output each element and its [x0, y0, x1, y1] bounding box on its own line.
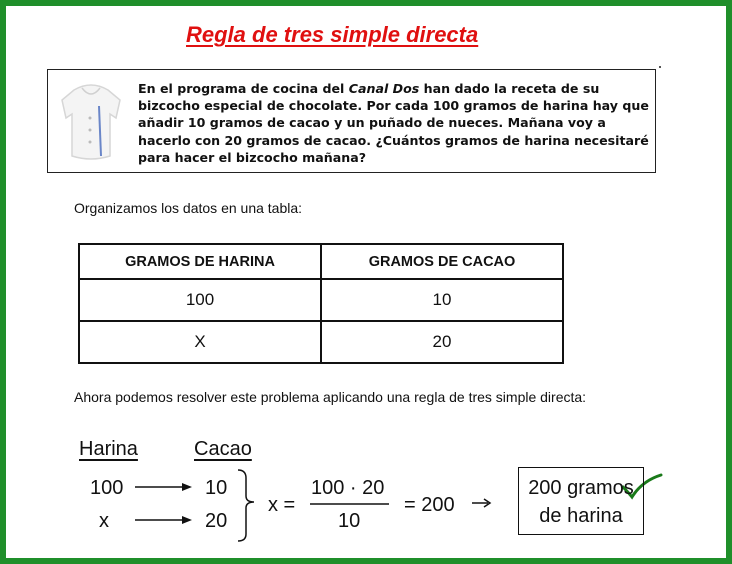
rule-intro-text: Ahora podemos resolver este problema aplicando una regla de tres simple directa:: [74, 389, 587, 405]
table-cell: 100: [79, 279, 321, 321]
harina-header: Harina: [79, 438, 138, 460]
right-brace-icon: [238, 470, 254, 541]
result-line1: 200 gramos: [528, 477, 634, 499]
table-cell: 10: [321, 279, 563, 321]
problem-text-mid: han dado la receta de su bizcocho: [138, 81, 600, 114]
fraction-numerator: 100 · 20: [311, 477, 385, 499]
result-box: [518, 467, 644, 535]
header-cacao: GRAMOS DE CACAO: [321, 244, 563, 279]
table-intro-text: Organizamos los datos en una tabla:: [74, 200, 303, 216]
row2-left-value: x: [99, 510, 109, 532]
table-cell: X: [79, 321, 321, 363]
problem-text-rest: especial de chocolate. Por cada 100 gramos de harina hay que añadir 10 gramos de cacao y un puñado de nueces. Mañana voy a hacerlo con 20 gramos de cacao. ¿Cuántos gramos de harina necesitaré para hacer el bizcocho mañana?: [138, 98, 649, 165]
result-arrow-icon: [472, 499, 490, 507]
result-line2: de harina: [539, 505, 623, 527]
row1-left-value: 100: [90, 477, 124, 499]
x-equals: x =: [268, 494, 296, 516]
cacao-header: Cacao: [194, 438, 252, 460]
row1-right-value: 10: [205, 477, 228, 499]
equals-result: = 200: [404, 494, 455, 516]
header-harina: GRAMOS DE HARINA: [79, 244, 321, 279]
arrow-icon: [135, 483, 192, 491]
arrow-icon: [135, 516, 192, 524]
fraction-denominator: 10: [338, 510, 361, 532]
table-cell: 20: [321, 321, 563, 363]
row2-right-value: 20: [205, 510, 228, 532]
page-title: Regla de tres simple directa: [186, 22, 479, 47]
problem-text-start: En el programa de cocina del: [138, 81, 349, 96]
channel-name: Canal Dos: [348, 81, 420, 96]
